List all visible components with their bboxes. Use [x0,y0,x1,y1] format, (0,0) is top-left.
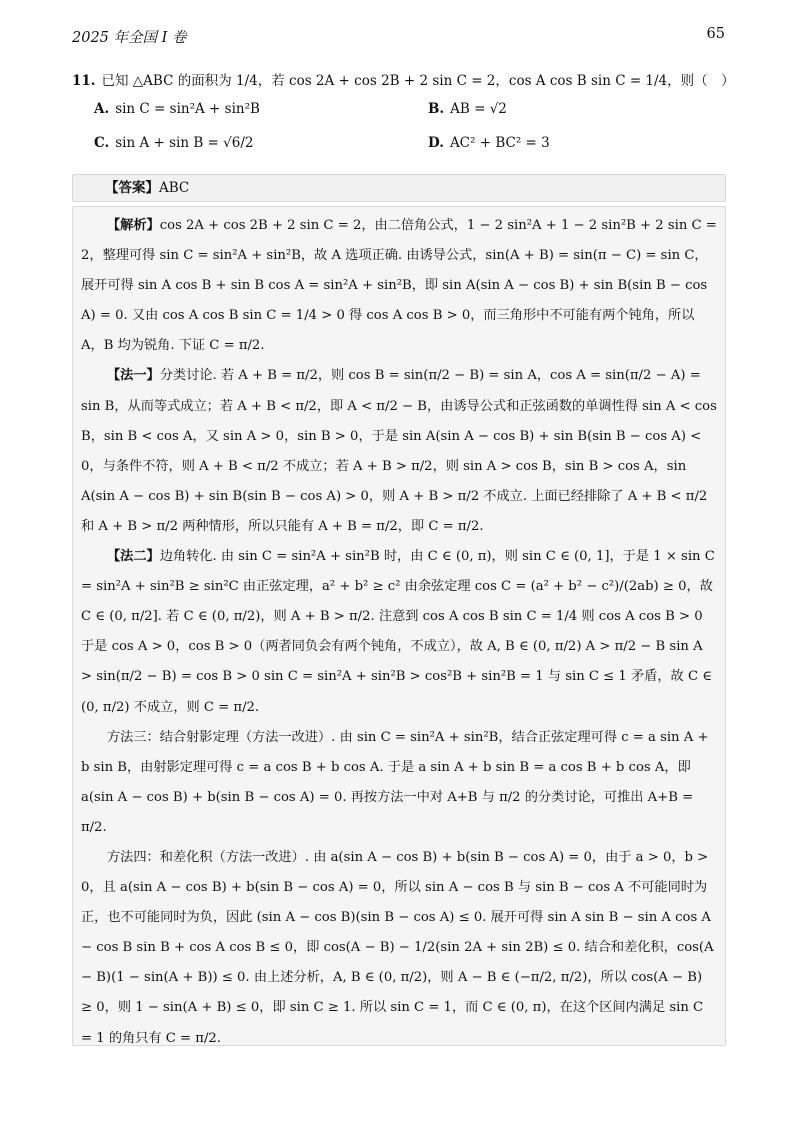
option-text: AC² + BC² = 3 [449,135,550,151]
method4-paragraph: 方法四：和差化积（方法一改进）. 由 a(sin A − cos B) + b(sin B − cos A) = 0，由于 a > 0，b > 0，且 a(sin A − cos B) + b(sin B − cos A) = 0，所以 sin A − cos B 与 sin B − cos A 不可能同时为正，也不可能同时为负，因此 (sin A − cos B)(sin B − cos A) ≤ 0. 展开可得 sin A sin B − sin A cos A − cos B sin B + cos A cos B ≤ 0，即 cos(A − B) − 1/2(sin 2A + sin 2B) ≤ 0. 结合和差化积，cos(A − B)(1 − sin(A + B)) ≤ 0. 由上述分析，A, B ∈ (0, π/2)，则 A − B ∈ (−π/2, π/2)，所以 cos(A − B) ≥ 0，则 1 − sin(A + B) ≤ 0，即 sin C ≥ 1. 所以 sin C = 1，而 C ∈ (0, π)，在这个区间内满足 sin C = 1 的角只有 C = π/2. [81,849,714,1046]
option-text: AB = √2 [450,101,507,117]
option-text: sin A + sin B = √6/2 [115,135,254,151]
option-text: sin C = sin²A + sin²B [115,101,260,117]
answer-box [72,174,726,202]
method3-paragraph: 方法三：结合射影定理（方法一改进）. 由 sin C = sin²A + sin²B，结合正弦定理可得 c = a sin A + b sin B，由射影定理可得 c = a cos B + b cos A. 于是 a sin A + b sin B = a cos B + b cos A，即 a(sin A − cos B) + b(sin B − cos A) = 0. 再按方法一中对 A+B 与 π/2 的分类讨论，可推出 A+B = π/2. [81,729,709,835]
page-number: 65 [706,26,725,42]
method2-text: 边角转化. 由 sin C = sin²A + sin²B 时，由 C ∈ (0, π)，则 sin C ∈ (0, 1]，于是 1 × sin C = sin²A + sin²B ≥ sin²C 由正弦定理，a² + b² ≥ c² 由余弦定理 cos C = (a² + b² − c²)/(2ab) ≥ 0，故 C ∈ (0, π/2]. 若 C ∈ (0, π/2)，则 A + B > π/2. 注意到 cos A cos B sin C = 1/4 则 cos A cos B > 0 于是 cos A > 0，cos B > 0（两者同负会有两个钝角，不成立），故 A, B ∈ (0, π/2) A > π/2 − B sin A > sin(π/2 − B) = cos B > 0 sin C = sin²A + sin²B > cos²B + sin²B = 1 与 sin C ≤ 1 矛盾，故 C ∈ (0, π/2) 不成立，则 C = π/2. [81,549,715,715]
option-label: D. [428,135,444,151]
answer-heading: 【答案】 [105,180,159,196]
question-block [72,68,735,158]
method1-paragraph [81,361,717,542]
option-c [94,130,253,156]
answer-value: ABC [159,180,190,196]
method1-text: 分类讨论. 若 A + B = π/2，则 cos B = sin(π/2 − B) = sin A，cos A = sin(π/2 − A) = sin B，从而等式成立；若 A + B < π/2，即 A < π/2 − B，由诱导公式和正弦函数的单调性得 sin A < cos B，sin B < cos A，又 sin A > 0，sin B > 0，于是 sin A(sin A − cos B) + sin B(sin B − cos A) < 0，与条件不符，则 A + B < π/2 不成立；若 A + B > π/2，则 sin A > cos B，sin B > cos A，sin A(sin A − cos B) + sin B(sin B − cos A) > 0，则 A + B > π/2 不成立. 上面已经排除了 A + B < π/2 和 A + B > π/2 两种情形，所以只能有 A + B = π/2，即 C = π/2. [81,368,717,534]
page-header [72,26,725,48]
question-stem-row [72,68,735,94]
option-label: A. [94,101,110,117]
option-label: C. [94,135,110,151]
solution-intro: cos 2A + cos 2B + 2 sin C = 2，由二倍角公式，1 − 2 sin²A + 1 − 2 sin²B + 2 sin C = 2，整理可得 sin C = sin²A + sin²B，故 A 选项正确. 由诱导公式，sin(A + B) = sin(π − C) = sin C，展开可得 sin A cos B + sin B cos A = sin²A + sin²B，即 sin A(sin A − cos B) + sin B(sin B − cos A) = 0. 又由 cos A cos B sin C = 1/4 > 0 得 cos A cos B > 0，而三角形中不可能有两个钝角，所以 A，B 均为锐角. 下证 C = π/2. [81,218,717,354]
method1-heading: 【法一】 [107,368,160,384]
option-b [428,96,507,122]
option-d [428,130,550,156]
solution-intro-paragraph [81,211,717,361]
method2-heading: 【法二】 [107,549,160,565]
option-label: B. [428,101,445,117]
options-list [72,94,732,158]
question-stem: 已知 △ABC 的面积为 1/4，若 cos 2A + cos 2B + 2 sin C = 2，cos A cos B sin C = 1/4，则（ ） [101,73,735,89]
header-title: 2025 年全国 I 卷 [72,30,187,46]
question-number: 11. [72,73,96,89]
option-a [94,96,260,122]
solution-box [72,206,726,1046]
solution-heading: 【解析】 [107,218,160,233]
method2-paragraph [81,542,717,723]
